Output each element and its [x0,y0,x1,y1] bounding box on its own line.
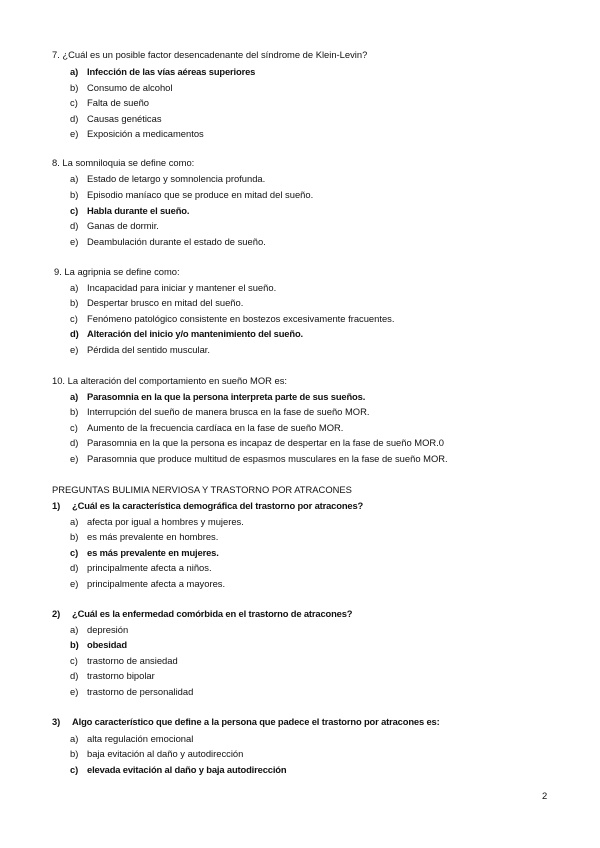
question-label: ¿Cuál es la enfermedad comórbida en el trastorno de atracones? [72,608,353,619]
option-letter: d) [70,437,79,448]
option-letter: c) [70,547,79,558]
option-text: Alteración del inicio y/o mantenimiento del sueño. [87,328,303,339]
option-text: Parasomnia que produce multitud de espasmos musculares en la fase de sueño MOR. [87,453,448,464]
question-text: 9. La agripnia se define como: [54,266,180,277]
option-text: Exposición a medicamentos [87,128,204,139]
option-text: trastorno de ansiedad [87,655,178,666]
option-letter: d) [70,562,79,573]
option-text: Consumo de alcohol [87,82,173,93]
option-letter: a) [70,173,79,184]
question-number: 3) [52,716,61,727]
option-letter: e) [70,128,79,139]
option-letter: a) [70,516,79,527]
option-text: afecta por igual a hombres y mujeres. [87,516,244,527]
option-text: depresión [87,624,129,635]
option-letter: e) [70,578,79,589]
option-letter: c) [70,313,78,324]
option-letter: a) [70,391,79,402]
section-title: PREGUNTAS BULIMIA NERVIOSA Y TRASTORNO POR ATRACONES [52,484,352,495]
option-text: Habla durante el sueño. [87,205,190,216]
question-text: 7. ¿Cuál es un posible factor desencadenante del síndrome de Klein-Levin? [52,49,368,60]
option-letter: b) [70,297,79,308]
option-letter: c) [70,655,78,666]
option-letter: e) [70,453,79,464]
option-letter: b) [70,82,79,93]
option-text: es más prevalente en mujeres. [87,547,219,558]
option-text: Deambulación durante el estado de sueño. [87,236,266,247]
option-text: baja evitación al daño y autodirección [87,748,244,759]
question-text: 10. La alteración del comportamiento en sueño MOR es: [52,375,288,386]
option-letter: b) [70,748,79,759]
option-letter: b) [70,531,79,542]
option-text: principalmente afecta a niños. [87,562,212,573]
option-letter: c) [70,422,78,433]
option-text: Causas genéticas [87,113,162,124]
option-text: Aumento de la frecuencia cardíaca en la fase de sueño MOR. [87,422,344,433]
question-label: ¿Cuál es la característica demográfica del trastorno por atracones? [72,500,364,511]
option-letter: e) [70,236,79,247]
option-text: Estado de letargo y somnolencia profunda. [87,173,266,184]
option-text: Incapacidad para iniciar y mantener el sueño. [87,282,277,293]
option-letter: b) [70,406,79,417]
question-number: 1) [52,500,61,511]
option-letter: e) [70,344,79,355]
option-text: principalmente afecta a mayores. [87,578,226,589]
option-letter: a) [70,282,79,293]
question-label: Algo característico que define a la persona que padece el trastorno por atracones es: [72,716,440,727]
question-number: 2) [52,608,61,619]
option-letter: c) [70,205,79,216]
option-text: Fenómeno patológico consistente en bostezos excesivamente fracuentes. [87,313,395,324]
option-letter: c) [70,764,79,775]
option-text: alta regulación emocional [87,733,194,744]
option-text: Episodio maníaco que se produce en mitad del sueño. [87,189,314,200]
page-number: 2 [542,790,548,801]
option-letter: a) [70,624,79,635]
option-letter: d) [70,220,79,231]
option-letter: d) [70,670,79,681]
option-text: Infección de las vías aéreas superiores [87,66,256,77]
option-letter: d) [70,328,79,339]
option-letter: b) [70,189,79,200]
option-text: es más prevalente en hombres. [87,531,219,542]
option-text: obesidad [87,639,127,650]
option-letter: a) [70,66,79,77]
option-text: Pérdida del sentido muscular. [87,344,210,355]
option-text: Falta de sueño [87,97,150,108]
option-text: trastorno de personalidad [87,686,194,697]
option-text: Ganas de dormir. [87,220,159,231]
option-letter: a) [70,733,79,744]
option-text: elevada evitación al daño y baja autodirección [87,764,287,775]
option-letter: c) [70,97,78,108]
option-text: trastorno bipolar [87,670,155,681]
question-text: 8. La somniloquia se define como: [52,157,195,168]
option-text: Despertar brusco en mitad del sueño. [87,297,244,308]
option-text: Interrupción del sueño de manera brusca en la fase de sueño MOR. [87,406,370,417]
option-letter: d) [70,113,79,124]
option-text: Parasomnia en la que la persona es incapaz de despertar en la fase de sueño MOR.0 [87,437,444,448]
option-letter: e) [70,686,79,697]
option-text: Parasomnia en la que la persona interpreta parte de sus sueños. [87,391,366,402]
option-letter: b) [70,639,79,650]
